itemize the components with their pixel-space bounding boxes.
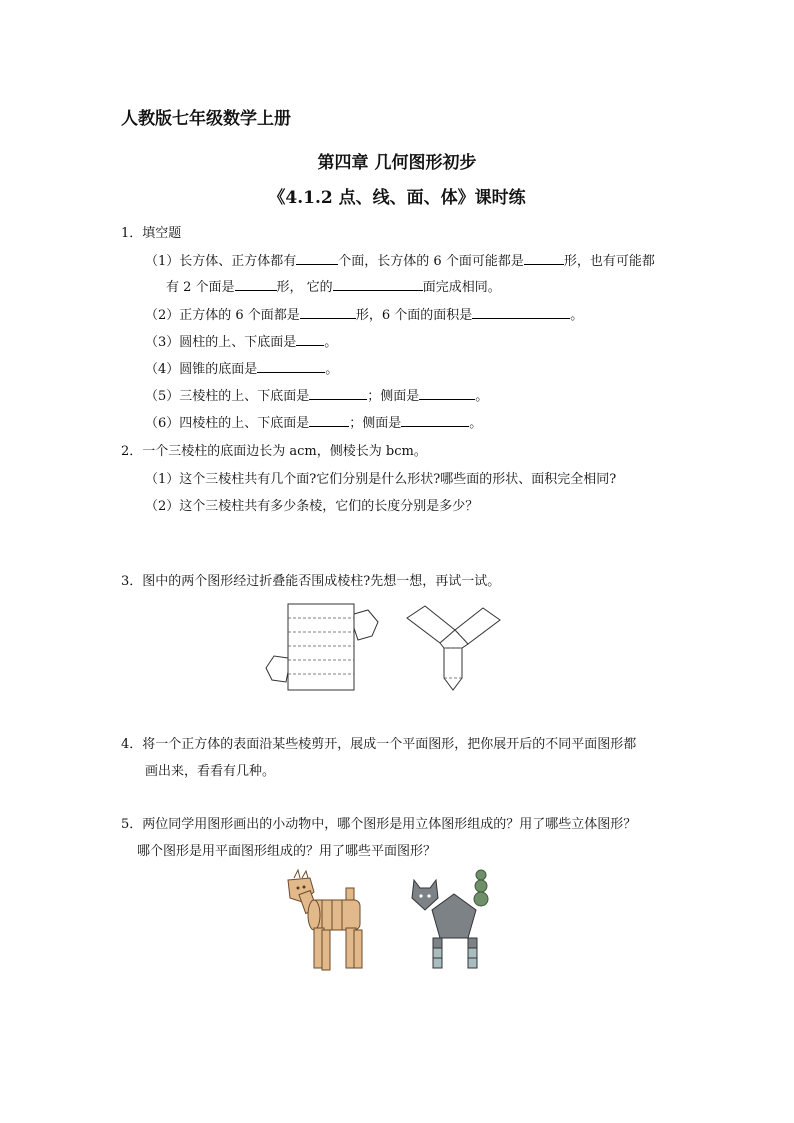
q2-title: 2．一个三棱柱的底面边长为 acm，侧棱长为 bcm。 <box>121 444 427 459</box>
prism-net-left-figure <box>260 600 385 700</box>
q1-sub-6: （6）四棱柱的上、下底面是 ；侧面是 。 <box>145 416 483 431</box>
blank <box>419 387 475 400</box>
blank <box>296 333 324 346</box>
q5-line-2: 哪个图形是用平面图形组成的？用了哪些平面图形？ <box>137 844 437 859</box>
blank <box>300 306 356 319</box>
blank <box>296 252 338 265</box>
blank <box>524 252 564 265</box>
blank <box>257 360 325 373</box>
q1-line-1: （1）长方体、正方体都有 个面，长方体的 6 个面可能都是 形，也有可能都 <box>145 254 655 269</box>
q1-sub-5: （5）三棱柱的上、下底面是 ；侧面是 。 <box>145 389 489 404</box>
document-header: 人教版七年级数学上册 <box>121 109 291 129</box>
solid-shape-deer-figure <box>280 868 370 978</box>
prism-net-right-figure <box>400 598 510 702</box>
q3-title: 3．图中的两个图形经过折叠能否围成棱柱?先想一想，再试一试。 <box>121 574 501 589</box>
q4-line-1: 4．将一个正方体的表面沿某些棱剪开，展成一个平面图形，把你展开后的不同平面图形都 <box>121 737 637 752</box>
q1-sub-4: （4）圆锥的底面是 。 <box>145 362 339 377</box>
blank <box>472 306 570 319</box>
blank <box>235 278 277 291</box>
q1-title: 1．填空题 <box>121 226 182 241</box>
q1-line-2: 有 2 个面是 形， 它的 面完成相同。 <box>166 280 501 295</box>
blank <box>309 414 349 427</box>
q4-line-2: 画出来，看看有几种。 <box>145 764 276 779</box>
q1-sub-3: （3）圆柱的上、下底面是 。 <box>145 335 338 350</box>
q5-line-1: 5．两位同学用图形画出的小动物中，哪个图形是用立体图形组成的？用了哪些立体图形？ <box>121 817 637 832</box>
q2-sub-2: （2）这个三棱柱共有多少条棱，它们的长度分别是多少？ <box>145 499 479 514</box>
lesson-title: 《4.1.2 点、线、面、体》课时练 <box>268 188 526 208</box>
blank <box>309 387 367 400</box>
q2-sub-1: （1）这个三棱柱共有几个面?它们分别是什么形状?哪些面的形状、面积完全相同? <box>145 472 617 487</box>
plane-shape-cat-figure <box>408 866 498 972</box>
blank <box>401 414 469 427</box>
blank <box>333 278 423 291</box>
q1-sub-2: （2）正方体的 6 个面都是 形，6 个面的面积是 。 <box>145 308 584 323</box>
chapter-title: 第四章 几何图形初步 <box>317 153 477 173</box>
